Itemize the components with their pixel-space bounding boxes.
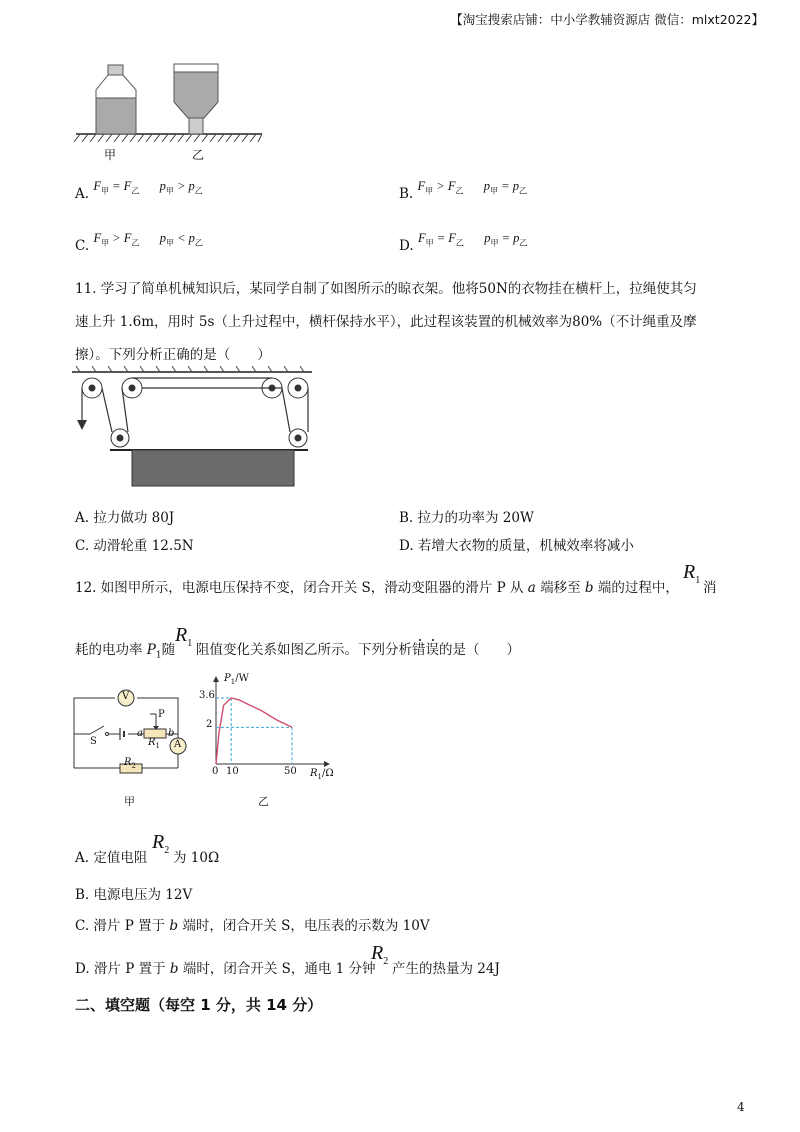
y-tick-2: 2 (206, 719, 213, 730)
q11-option-b[interactable]: B. 拉力的功率为 20W (399, 510, 534, 526)
symbol-r1: $R_1$ (683, 561, 701, 586)
q10-option-c[interactable]: C. $F_甲 > F_乙$ $p_甲 < p_乙$ (75, 231, 203, 254)
x-axis-arrow (324, 761, 330, 767)
page-header: 【淘宝搜索店铺：中小学教辅资源店 微信：mlxt2022】 (450, 12, 764, 27)
containers-figure (72, 58, 272, 164)
q11-option-a[interactable]: A. 拉力做功 80J (75, 510, 175, 526)
end-a-label: a (137, 728, 143, 739)
clothes-block (132, 450, 294, 486)
end-b-label: b (168, 728, 175, 739)
q12-option-a-tail: 为 10Ω (173, 850, 220, 866)
q12-option-d[interactable]: D. 滑片 P 置于 b 端时，闭合开关 S，通电 1 分钟 (75, 961, 376, 977)
y-tick-3-6: 3.6 (199, 690, 215, 701)
switch-label: S (90, 736, 97, 747)
label-jia: 甲 (104, 148, 117, 162)
q12-line2-rest: 阻值变化关系如图乙所示。下列分析错误的是（ ） (196, 642, 520, 658)
pull-arrow (77, 420, 87, 430)
q11-option-c[interactable]: C. 动滑轮重 12.5N (75, 538, 194, 554)
symbol-r1b: $R_1$ (175, 624, 193, 649)
page-number: 4 (737, 1100, 745, 1114)
circuit-caption: 甲 (124, 795, 135, 808)
bottle-yi (174, 64, 218, 134)
x-tick-0: 0 (212, 766, 219, 777)
clothes-rack-figure (70, 364, 316, 492)
q12-option-c[interactable]: C. 滑片 P 置于 b 端时，闭合开关 S，电压表的示数为 10V (75, 918, 430, 934)
slider-label: P (158, 709, 165, 720)
q12-option-a[interactable]: A. 定值电阻 (75, 850, 148, 866)
r1-label: $R_1$ (148, 737, 160, 750)
q12-line1-tail: 消 (703, 580, 717, 596)
q10-option-b[interactable]: B. $F_甲 > F_乙$ $p_甲 = p_乙$ (399, 179, 527, 202)
switch-contact (106, 733, 109, 736)
q11-line2: 速上升 1.6m，用时 5s（上升过程中，横杆保持水平），此过程该装置的机械效率为80%（不计绳重及摩 (75, 314, 697, 330)
q12-option-b[interactable]: B. 电源电压为 12V (75, 887, 193, 903)
ammeter-label: A (174, 739, 182, 750)
chart-caption: 乙 (258, 795, 269, 808)
bottle-jia (96, 65, 136, 134)
symbol-r2: $R_2$ (152, 831, 170, 856)
section-title: 二、填空题（每空 1 分，共 14 分） (75, 996, 323, 1014)
q12-line2: 耗的电功率 $P_1$随 (75, 642, 176, 661)
r2-label: $R_2$ (124, 757, 136, 770)
x-tick-10: 10 (226, 766, 239, 777)
label-yi: 乙 (192, 148, 205, 162)
q10-option-d[interactable]: D. $F_甲 = F_乙$ $p_甲 = p_乙$ (399, 231, 528, 254)
symbol-r2b: $R_2$ (371, 942, 389, 967)
y-axis-arrow (213, 676, 219, 682)
x-tick-50: 50 (284, 766, 297, 777)
q11-line1: 11. 学习了简单机械知识后，某同学自制了如图所示的晾衣架。他将50N的衣物挂在横杆上，拉绳使其匀 (75, 281, 697, 297)
voltmeter-label: V (122, 691, 130, 702)
power-curve (216, 698, 292, 764)
x-axis-label: $R_1/\Omega$ (310, 768, 334, 781)
q11-line3: 擦）。下列分析正确的是（ ） (75, 347, 271, 363)
y-axis-label: $P_1/W$ (224, 673, 249, 686)
movable-pulleys (111, 429, 307, 447)
q11-option-d[interactable]: D. 若增大衣物的质量，机械效率将减小 (399, 538, 634, 554)
q10-option-a[interactable]: A. $F_甲 = F_乙$ $p_甲 > p_乙$ (75, 179, 203, 202)
q12-line1: 12. 如图甲所示，电源电压保持不变，闭合开关 S，滑动变阻器的滑片 P 从 a 端移至 b 端的过程中， (75, 580, 679, 596)
q12-option-d-tail: 产生的热量为 24J (392, 961, 500, 977)
ground-hatch (74, 134, 262, 142)
